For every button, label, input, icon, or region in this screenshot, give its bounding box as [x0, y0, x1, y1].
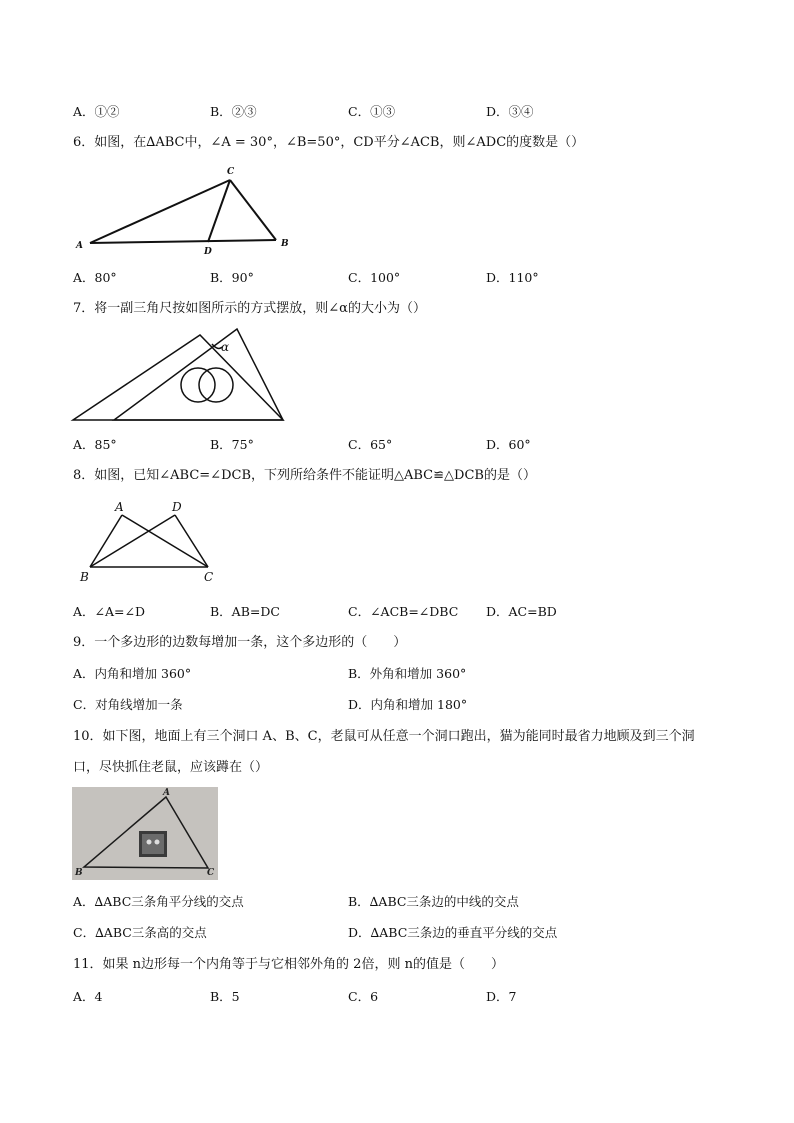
q11-option-a: A．4 — [73, 989, 103, 1004]
q5-option-a: A．①② — [73, 104, 120, 119]
q6-option-d: D．110° — [486, 270, 539, 285]
q8-side-ab — [90, 515, 122, 567]
q7-ruler-hole-left — [181, 368, 215, 402]
q11-option-b: B．5 — [210, 989, 240, 1004]
q5-option-b: B．②③ — [210, 104, 257, 119]
q9-option-a: A．内角和增加 360° — [73, 666, 192, 681]
q8-label-d: D — [172, 500, 182, 514]
q6-stem: 6．如图，在∆ABC中，∠A = 30°，∠B=50°，CD平分∠ACB，则∠ADC的度数是（） — [73, 135, 585, 150]
q11-stem: 11．如果 n边形每一个内角等于与它相邻外角的 2倍，则 n的值是（ ） — [73, 957, 504, 972]
q10-label-b: B — [75, 868, 83, 878]
q6-option-a: A．80° — [73, 270, 117, 285]
q9-option-d: D．内角和增加 180° — [348, 697, 468, 712]
q11-option-d: D．7 — [486, 989, 517, 1004]
q8-label-c: C — [204, 570, 214, 584]
q6-figure-triangle — [70, 160, 300, 260]
q8-segment-ac — [122, 515, 208, 567]
q7-ruler-triangle-1 — [73, 335, 283, 420]
q8-figure-quadrilateral — [70, 495, 230, 590]
q10-option-c: C．∆ABC三条高的交点 — [73, 925, 207, 940]
q6-label-c: C — [227, 167, 235, 177]
q6-side-ab — [90, 240, 276, 243]
q7-ruler-hole-right — [199, 368, 233, 402]
q8-stem: 8．如图，已知∠ABC=∠DCB，下列所给条件不能证明△ABC≌△DCB的是（） — [73, 468, 536, 483]
q8-option-a: A．∠A=∠D — [73, 604, 145, 619]
q10-figure-photo — [72, 787, 218, 880]
q6-side-cb — [230, 180, 276, 240]
q6-option-b: B．90° — [210, 270, 254, 285]
q9-option-c: C．对角线增加一条 — [73, 697, 183, 712]
q8-label-b: B — [80, 570, 89, 584]
q6-label-a: A — [76, 241, 83, 251]
q7-option-b: B．75° — [210, 437, 254, 452]
q7-option-d: D．60° — [486, 437, 531, 452]
q7-option-a: A．85° — [73, 437, 117, 452]
q10-stem-line2: 口，尽快抓住老鼠，应该蹲在（） — [73, 760, 269, 775]
q6-option-c: C．100° — [348, 270, 401, 285]
q10-option-a: A．∆ABC三条角平分线的交点 — [73, 894, 244, 909]
q8-option-b: B．AB=DC — [210, 604, 280, 619]
q8-label-a: A — [115, 500, 124, 514]
q8-segment-db — [90, 515, 175, 567]
q8-option-c: C．∠ACB=∠DBC — [348, 604, 459, 619]
q7-stem: 7．将一副三角尺按如图所示的方式摆放，则∠α的大小为（） — [73, 301, 426, 316]
q10-stem-line1: 10．如下图，地面上有三个洞口 A、B、C，老鼠可从任意一个洞口跑出，猫为能同时最省力地顾及到三个洞 — [73, 729, 695, 744]
q5-option-c: C．①③ — [348, 104, 396, 119]
q10-option-b: B．∆ABC三条边的中线的交点 — [348, 894, 519, 909]
q5-option-d: D．③④ — [486, 104, 534, 119]
q9-option-b: B．外角和增加 360° — [348, 666, 467, 681]
q10-option-d: D．∆ABC三条边的垂直平分线的交点 — [348, 925, 558, 940]
q7-figure-triangle-rulers — [70, 325, 290, 425]
q11-option-c: C．6 — [348, 989, 379, 1004]
q7-ruler-triangle-2 — [114, 329, 283, 420]
q8-option-d: D．AC=BD — [486, 604, 557, 619]
q7-option-c: C．65° — [348, 437, 393, 452]
q6-side-ac — [90, 180, 230, 243]
q7-label-alpha: α — [221, 340, 230, 354]
q10-label-c: C — [207, 868, 215, 878]
q9-stem: 9．一个多边形的边数每增加一条，这个多边形的（ ） — [73, 635, 407, 650]
q6-label-b: B — [281, 239, 289, 249]
q6-label-d: D — [204, 247, 212, 257]
q8-side-dc — [175, 515, 208, 567]
q10-label-a: A — [163, 788, 170, 798]
